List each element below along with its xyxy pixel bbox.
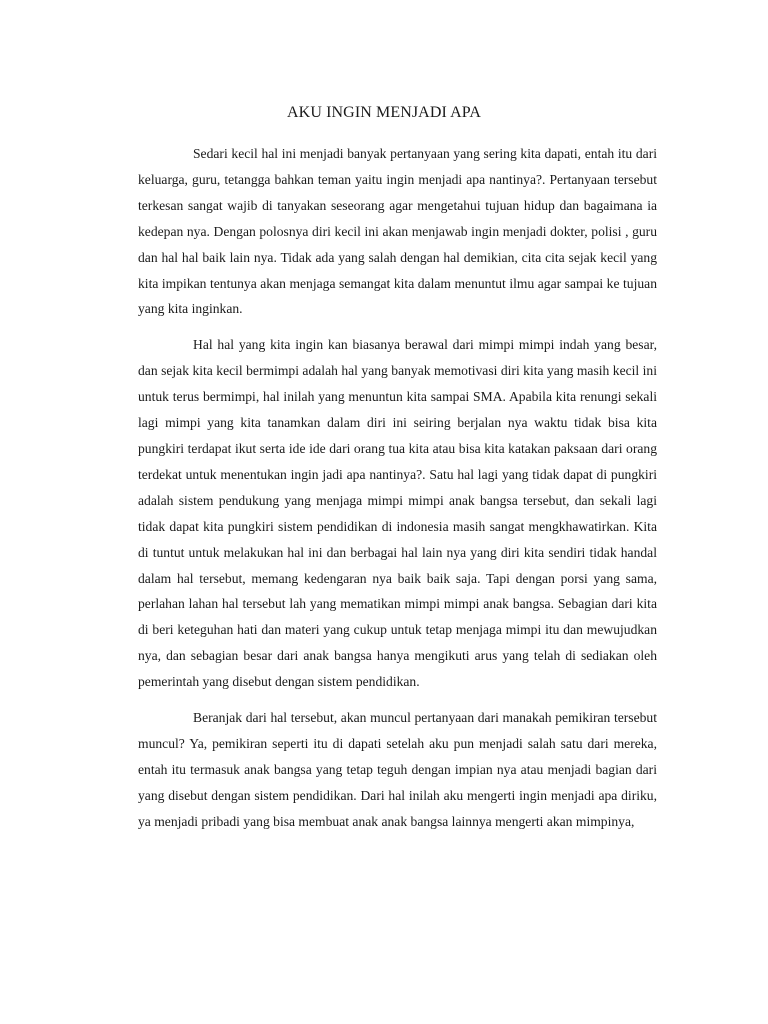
document-title: AKU INGIN MENJADI APA xyxy=(287,104,481,121)
paragraph-1: Sedari kecil hal ini menjadi banyak pertanyaan yang sering kita dapati, entah itu dari keluarga, guru, tetangga bahkan teman yaitu ingin menjadi apa nantinya?. Pertanyaan tersebut terkesan sangat wajib di tanyakan seseorang agar mengetahui tujuan hidup dan bagaimana ia kedepan nya. Dengan polosnya diri kecil ini akan menjawab ingin menjadi dokter, polisi , guru dan hal hal baik lain nya. Tidak ada yang salah dengan hal demikian, cita cita sejak kecil yang kita impikan tentunya akan menjaga semangat kita dalam menuntut ilmu agar sampai ke tujuan yang kita inginkan. xyxy=(138,146,657,317)
paragraph-3: Beranjak dari hal tersebut, akan muncul pertanyaan dari manakah pemikiran tersebut muncul? Ya, pemikiran seperti itu di dapati setelah aku pun menjadi salah satu dari mereka, entah itu termasuk anak bangsa yang tetap teguh dengan impian nya atau menjadi bagian dari yang disebut dengan sistem pendidikan. Dari hal inilah aku mengerti ingin menjadi apa diriku, ya menjadi pribadi yang bisa membuat anak anak bangsa lainnya mengerti akan mimpinya, xyxy=(138,710,657,829)
paragraph-2: Hal hal yang kita ingin kan biasanya berawal dari mimpi mimpi indah yang besar, dan sejak kita kecil bermimpi adalah hal yang banyak memotivasi diri kita yang masih kecil ini untuk terus bermimpi, hal inilah yang menuntun kita sampai SMA. Apabila kita renungi sekali lagi mimpi yang kita tanamkan dalam diri ini seiring berjalan nya waktu tidak bisa kita pungkiri terdapat ikut serta ide ide dari orang tua kita atau bisa kita katakan paksaan dari orang terdekat untuk menentukan ingin jadi apa nantinya?. Satu hal lagi yang tidak dapat di pungkiri adalah sistem pendukung yang menjaga mimpi mimpi anak bangsa tersebut, dan sekali lagi tidak dapat kita pungkiri sistem pendidikan di indonesia masih sangat mengkhawatirkan. Kita di tuntut untuk melakukan hal ini dan berbagai hal lain nya yang diri kita sendiri tidak handal dalam hal tersebut, memang kedengaran nya baik baik saja. Tapi dengan porsi yang sama, perlahan lahan hal tersebut lah yang mematikan mimpi mimpi anak bangsa. Sebagian dari kita di beri keteguhan hati dan materi yang cukup untuk tetap menjaga mimpi itu dan mewujudkan nya, dan sebagian besar dari anak bangsa hanya mengikuti arus yang telah di sediakan oleh pemerintah yang disebut dengan sistem pendidikan. xyxy=(138,337,657,690)
document-body xyxy=(138,141,657,845)
